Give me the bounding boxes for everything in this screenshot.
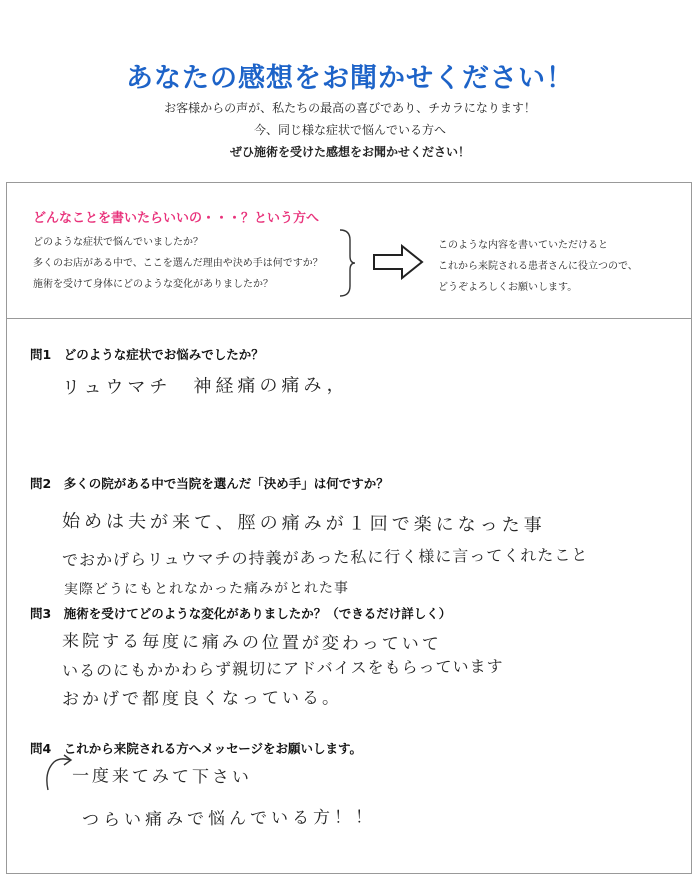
question-3-answer-line: おかげで都度良くなっている。	[61, 688, 343, 710]
question-2-answer-line: 始めは夫が来て、脛の痛みが１回で楽になった事	[61, 510, 546, 537]
guide-heading: どんなことを書いたらいいの・・・？という方へ	[33, 211, 320, 226]
guide-response: どうぞよろしくお願いします。	[438, 282, 578, 293]
question-2-label: 問2 多くの院がある中で当院を選んだ「決め手」は何ですか？	[30, 476, 389, 491]
curved-arrow-icon	[40, 752, 76, 792]
question-4-answer-line: 一度来てみて下さい	[71, 766, 253, 788]
intro-line-emphasis: ぜひ施術を受けた感想をお聞かせください！	[229, 145, 470, 159]
question-2-answer-line: でおかげらリュウマチの持義があった私に行く様に言ってくれたこと	[61, 545, 589, 570]
guide-response: これから来院される患者さんに役立つので、	[438, 261, 638, 272]
guide-question: 多くのお店がある中で、ここを選んだ理由や決め手は何ですか？	[33, 258, 323, 269]
question-2-answer-line: 実際どうにもとれなかった痛みがとれた事	[63, 580, 350, 598]
intro-line: 今、同じ様な症状で悩んでいる方へ	[253, 123, 446, 137]
question-3-label: 問3 施術を受けてどのような変化がありましたか？（できるだけ詳しく）	[30, 606, 452, 621]
guide-question: どのような症状で悩んでいましたか？	[33, 237, 203, 248]
guide-question: 施術を受けて身体にどのような変化がありましたか？	[33, 279, 273, 290]
question-4-answer-line: つらい痛みで悩んでいる方！！	[81, 807, 377, 831]
question-3-answer-line: いるのにもかかわらず親切にアドバイスをもらっています	[61, 656, 504, 681]
question-1-answer: リュウマチ 神経痛の痛み，	[61, 374, 349, 399]
page-title: あなたの感想をお聞かせください！	[126, 63, 574, 94]
guide-divider	[6, 318, 692, 319]
brace-icon	[336, 228, 356, 298]
question-3-answer-line: 来院する毎度に痛みの位置が変わっていて	[61, 631, 442, 655]
arrow-right-icon	[372, 244, 424, 280]
guide-response: このような内容を書いていただけると	[438, 240, 608, 251]
intro-line: お客様からの声が、私たちの最高の喜びであり、チカラになります！	[164, 101, 536, 115]
question-4-label: 問4 これから来院される方へメッセージをお願いします。	[30, 741, 362, 756]
question-1-label: 問1 どのような症状でお悩みでしたか？	[30, 347, 264, 362]
